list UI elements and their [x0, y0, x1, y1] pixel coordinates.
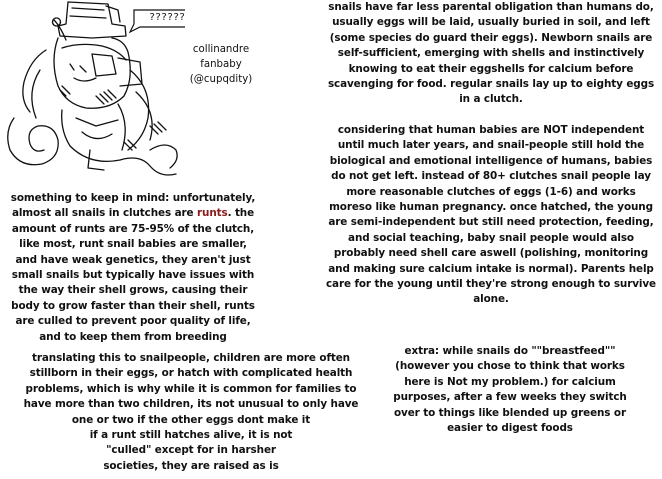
left-paragraph — [2, 191, 264, 345]
left-paragraph-after: . the amount of runts are 75-95% of the clutch, like most, runt snail babies are smaller, and have weak genetics, they aren't just small snails but typically have issues with the way their shell grows, causing their body to grow faster than their shell, runts are culled to prevent poor quality of life, and to keep them from breeding — [11, 207, 255, 343]
bottom-left-paragraph: translating this to snailpeople, children are more often stillborn in their eggs, or hatch with complicated health problems, which is why while it is common for families to have more than two children, its not unusual to only have one or two if the other eggs dont make it if a runt still hatches alive, it is not "culled" except for in harsher societies, they are raised as is — [23, 352, 359, 472]
left-paragraph-before: something to keep in mind: unfortunately, almost all snails in clutches are — [10, 192, 256, 220]
artist-credit: collinandre fanbaby (@cupqdity) — [189, 44, 253, 85]
mid-right-paragraph: considering that human babies are NOT independent until much later years, and snail-people still hold the biological and emotional intelligence of humans, babies do not get left. instead of 80+ clutches snail people lay more reasonable clutches of eggs (1-6) and works moreso like human pregnancy. once hatched, the young are semi-independent but still need protection, feeding, and social teaching, baby snail people would also probably need shell care aswell (polishing, monitoring and making sure calcium intake is normal). Parents help care for the young until they're strong enough to survive alone. — [326, 124, 656, 306]
top-right-paragraph: snails have far less parental obligation than humans do, usually eggs will be laid, usually buried in soil, and left (some species do guard their eggs). Newborn snails are self-sufficient, emerging with shells and instinctively knowing to eat their eggshells for calcium before scavenging for food. regular snails lay up to eighty eggs in a clutch. — [327, 1, 655, 106]
snail-character-sketch — [0, 0, 185, 190]
bottom-right-paragraph: extra: while snails do ""breastfeed"" (however you chose to think that works here is Not my problem.) for calcium purposes, after a few weeks they switch over to things like blended up greens or easier to digest foods — [393, 345, 627, 435]
speech-bubble-text: ?????? — [148, 12, 186, 23]
runts-highlight: runts — [197, 207, 228, 220]
